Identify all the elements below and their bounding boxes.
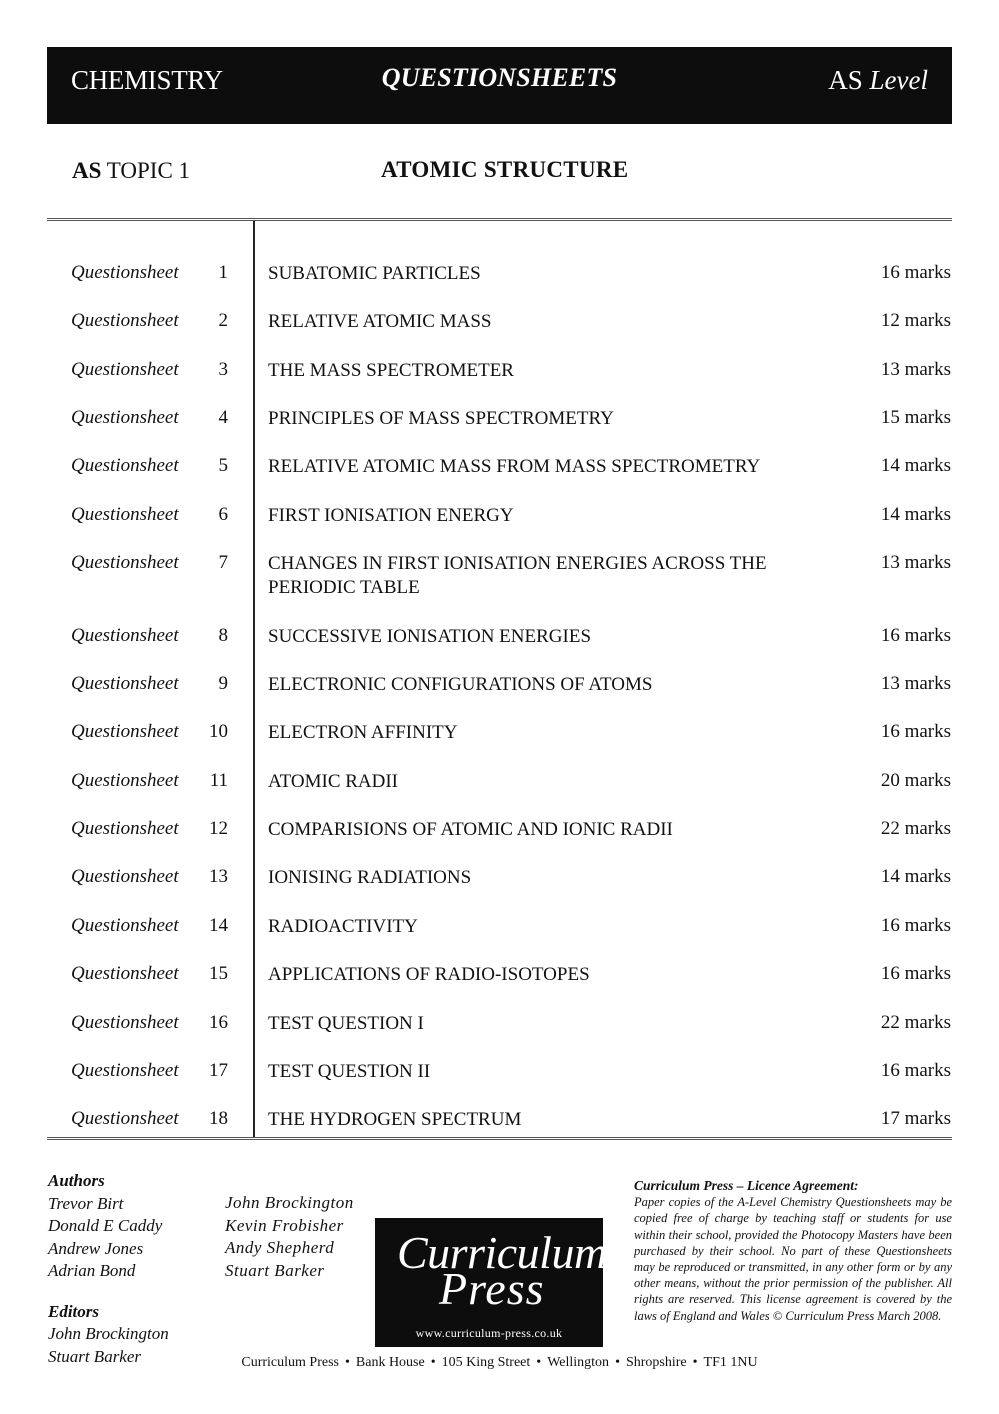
questionsheet-title: TEST QUESTION II bbox=[268, 1061, 431, 1082]
questionsheet-marks: 16 marks bbox=[880, 262, 951, 283]
questionsheet-title: CHANGES IN FIRST IONISATION ENERGIES ACROSS THE PERIODIC TABLE bbox=[268, 553, 767, 598]
questionsheet-number: 11 bbox=[209, 770, 228, 791]
questionsheet-marks: 14 marks bbox=[880, 455, 951, 476]
questionsheet-number: 10 bbox=[209, 721, 228, 742]
author-name: Stuart Barker bbox=[225, 1260, 325, 1280]
credits-mid bbox=[225, 1192, 354, 1282]
questionsheet-number: 14 bbox=[209, 915, 228, 936]
header-level-prefix: AS bbox=[828, 65, 863, 95]
logo-line2: Press bbox=[439, 1263, 545, 1314]
questionsheet-label: Questionsheet bbox=[71, 770, 179, 791]
address-part: Shropshire bbox=[625, 1355, 687, 1370]
questionsheet-title: SUBATOMIC PARTICLES bbox=[268, 263, 481, 284]
address-part: TF1 1NU bbox=[703, 1355, 758, 1370]
questionsheet-label: Questionsheet bbox=[71, 455, 179, 476]
logo-line1: Curriculum bbox=[397, 1227, 607, 1278]
questionsheet-title: TEST QUESTION I bbox=[268, 1013, 424, 1034]
questionsheet-marks: 14 marks bbox=[880, 504, 951, 525]
licence-agreement bbox=[634, 1178, 952, 1324]
questionsheet-number: 6 bbox=[218, 504, 228, 525]
questionsheet-title: RELATIVE ATOMIC MASS bbox=[268, 311, 492, 332]
bullet-separator: • bbox=[692, 1355, 698, 1370]
logo-url: www.curriculum-press.co.uk bbox=[415, 1326, 563, 1340]
address-part: Wellington bbox=[547, 1355, 610, 1370]
header-title: QUESTIONSHEETS bbox=[381, 63, 618, 92]
questionsheet-marks: 13 marks bbox=[880, 552, 951, 573]
author-name: Andy Shepherd bbox=[225, 1238, 335, 1257]
questionsheet-marks: 16 marks bbox=[880, 625, 951, 646]
questionsheet-label: Questionsheet bbox=[71, 866, 179, 887]
questionsheet-number: 18 bbox=[209, 1108, 228, 1129]
questionsheet-marks: 15 marks bbox=[880, 407, 951, 428]
author-name: Andrew Jones bbox=[48, 1238, 144, 1258]
questionsheet-label: Questionsheet bbox=[71, 552, 179, 573]
editor-name: Stuart Barker bbox=[48, 1346, 142, 1366]
questionsheet-title: THE MASS SPECTROMETER bbox=[268, 360, 514, 381]
credits-left bbox=[48, 1170, 169, 1368]
questionsheet-title: RADIOACTIVITY bbox=[268, 916, 418, 937]
authors-heading: Authors bbox=[48, 1171, 105, 1190]
author-name: Adrian Bond bbox=[48, 1261, 136, 1280]
column-divider bbox=[253, 221, 255, 1137]
topic-label bbox=[72, 158, 190, 184]
questionsheet-title: APPLICATIONS OF RADIO-ISOTOPES bbox=[268, 964, 590, 985]
questionsheet-title: COMPARISIONS OF ATOMIC AND IONIC RADII bbox=[268, 819, 673, 840]
questionsheet-label: Questionsheet bbox=[71, 1012, 179, 1033]
topic-title: ATOMIC STRUCTURE bbox=[381, 157, 629, 182]
header-bar bbox=[47, 47, 952, 124]
questionsheet-title: IONISING RADIATIONS bbox=[268, 867, 472, 888]
questionsheet-marks: 20 marks bbox=[880, 770, 951, 791]
header-level bbox=[828, 65, 928, 96]
author-name: Kevin Frobisher bbox=[225, 1215, 344, 1235]
questionsheet-number: 17 bbox=[209, 1060, 228, 1081]
author-name: John Brockington bbox=[225, 1193, 354, 1212]
questionsheet-label: Questionsheet bbox=[71, 1060, 179, 1081]
questionsheet-label: Questionsheet bbox=[71, 625, 179, 646]
questionsheet-number: 8 bbox=[218, 625, 228, 646]
address-part: 105 King Street bbox=[441, 1355, 531, 1370]
curriculum-press-logo bbox=[375, 1218, 607, 1347]
questionsheet-number: 9 bbox=[218, 673, 228, 694]
bullet-separator: • bbox=[430, 1355, 436, 1370]
questionsheet-marks: 16 marks bbox=[880, 915, 951, 936]
questionsheet-label: Questionsheet bbox=[71, 963, 179, 984]
questionsheet-marks: 17 marks bbox=[880, 1108, 951, 1129]
bullet-separator: • bbox=[615, 1355, 620, 1370]
questionsheet-marks: 22 marks bbox=[880, 818, 951, 839]
publisher-address bbox=[0, 1355, 999, 1371]
topic-prefix: AS bbox=[72, 158, 102, 183]
header-subject: CHEMISTRY bbox=[71, 65, 223, 95]
questionsheet-label: Questionsheet bbox=[71, 818, 179, 839]
questionsheet-number: 1 bbox=[218, 262, 228, 283]
questionsheet-marks: 16 marks bbox=[880, 721, 951, 742]
questionsheet-label: Questionsheet bbox=[71, 504, 179, 525]
questionsheet-number: 5 bbox=[218, 455, 228, 476]
questionsheet-number: 7 bbox=[218, 552, 228, 573]
address-part: Bank House bbox=[355, 1355, 425, 1370]
questionsheet-marks: 13 marks bbox=[880, 673, 951, 694]
header-level-suffix: Level bbox=[869, 65, 928, 95]
questionsheet-title: ATOMIC RADII bbox=[268, 771, 399, 792]
editors-heading: Editors bbox=[48, 1301, 100, 1321]
questionsheet-label: Questionsheet bbox=[71, 721, 179, 742]
address-part: Curriculum Press bbox=[241, 1355, 339, 1370]
author-name: Trevor Birt bbox=[48, 1193, 124, 1213]
questionsheet-marks: 14 marks bbox=[880, 866, 951, 887]
questionsheet-marks: 13 marks bbox=[880, 359, 951, 380]
questionsheet-marks: 22 marks bbox=[880, 1012, 951, 1033]
questionsheet-number: 4 bbox=[218, 407, 228, 428]
questionsheet-marks: 16 marks bbox=[880, 963, 951, 984]
questionsheet-number: 13 bbox=[209, 866, 228, 887]
questionsheet-title: RELATIVE ATOMIC MASS FROM MASS SPECTROMETRY bbox=[268, 456, 761, 477]
questionsheet-label: Questionsheet bbox=[71, 262, 179, 283]
questionsheet-title: SUCCESSIVE IONISATION ENERGIES bbox=[268, 626, 592, 647]
author-name: Donald E Caddy bbox=[48, 1216, 163, 1235]
questionsheet-title: THE HYDROGEN SPECTRUM bbox=[268, 1109, 522, 1130]
questionsheet-number: 3 bbox=[218, 359, 228, 380]
questionsheet-label: Questionsheet bbox=[71, 407, 179, 428]
questionsheet-label: Questionsheet bbox=[71, 359, 179, 380]
questionsheet-label: Questionsheet bbox=[71, 915, 179, 936]
questionsheet-label: Questionsheet bbox=[71, 1108, 179, 1129]
questionsheet-marks: 12 marks bbox=[880, 310, 951, 331]
editor-name: John Brockington bbox=[48, 1324, 169, 1343]
bottom-divider bbox=[47, 1137, 952, 1140]
bullet-separator: • bbox=[344, 1355, 350, 1370]
questionsheet-number: 12 bbox=[209, 818, 228, 839]
questionsheet-number: 16 bbox=[209, 1012, 228, 1033]
questionsheet-number: 15 bbox=[209, 963, 228, 984]
bullet-separator: • bbox=[536, 1355, 542, 1370]
questionsheet-title: ELECTRONIC CONFIGURATIONS OF ATOMS bbox=[268, 674, 653, 695]
questionsheet-marks: 16 marks bbox=[880, 1060, 951, 1081]
questionsheet-title: FIRST IONISATION ENERGY bbox=[268, 505, 514, 526]
questionsheet-label: Questionsheet bbox=[71, 310, 179, 331]
topic-number: TOPIC 1 bbox=[106, 158, 191, 183]
licence-body: Paper copies of the A-Level Chemistry Questionsheets may be copied free of charge by teaching staff or students for use within their school, provided the Photocopy Masters have been purchased by their school. No part of these Questionsheets may be reproduced or transmitted, in any other form or by any other means, without the prior permission of the publisher. All rights are reserved. This license agreement is covered by the laws of England and Wales © Curriculum Press March 2008. bbox=[634, 1195, 952, 1323]
questionsheet-label: Questionsheet bbox=[71, 673, 179, 694]
questionsheet-number: 2 bbox=[218, 310, 228, 331]
licence-heading: Curriculum Press – Licence Agreement: bbox=[634, 1178, 859, 1193]
questionsheet-title: PRINCIPLES OF MASS SPECTROMETRY bbox=[268, 408, 614, 429]
top-divider bbox=[47, 218, 952, 221]
questionsheet-title: ELECTRON AFFINITY bbox=[268, 722, 458, 743]
